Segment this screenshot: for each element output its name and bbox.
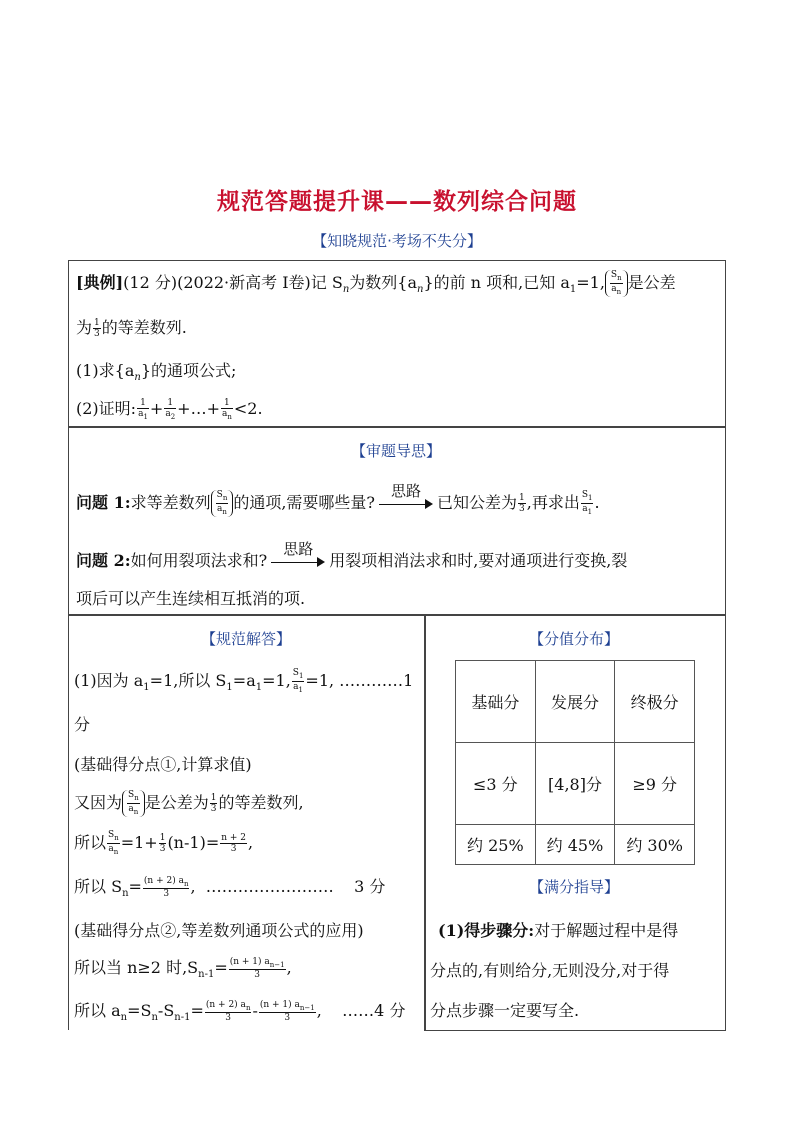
solution-line-6: 所以 $S_n=$ $\frac{(n + 2) a_n}{3}$ , …………………… 3 分 bbox=[74, 875, 386, 900]
guide-line-1: (1)得步骤分:对于解题过程中是得 bbox=[438, 921, 679, 940]
solution-line-7: (基础得分点②,等差数列通项公式的应用) bbox=[74, 921, 364, 940]
reasoning-arrow-1: 思路 bbox=[379, 494, 433, 514]
guide-line-2: 分点的,有则给分,无则没分,对于得 bbox=[430, 961, 670, 980]
solution-line-2: 分 bbox=[74, 715, 91, 734]
score-cell: ≥9 分 bbox=[615, 743, 695, 825]
example-q1: (1)求$\{a_n\}$的通项公式; bbox=[76, 361, 237, 384]
score-cell: 基础分 bbox=[456, 661, 536, 743]
score-cell: 终极分 bbox=[615, 661, 695, 743]
page-title: 规范答题提升课——数列综合问题 bbox=[217, 189, 577, 215]
solution-line-8: 所以当 n≥2 时$,S_{n-1}=$ $\frac{(n + 1) a_{n-1}}{3}$ , bbox=[74, 956, 292, 981]
sn-over-an-sequence: $\frac{S_n}{a_n}$ bbox=[605, 270, 628, 297]
review-problem-1: 问题 1:求等差数列 $\frac{S_n}{a_n}$ 的通项,需要哪些量? 思路 已知公差为 $\frac{1}{3}$ ,再求出 $\frac{S_1}{a_1}$ . bbox=[76, 481, 600, 516]
review-problem-2-cont: 项后可以产生连续相互抵消的项. bbox=[76, 589, 306, 608]
example-q2: (2)证明: $\frac{1}{a_1}$ + $\frac{1}{a_2}$ +…+ $\frac{1}{a_n}$ <2. bbox=[76, 397, 263, 421]
score-header: 【分值分布】 bbox=[528, 630, 619, 648]
score-cell: [4,8]分 bbox=[535, 743, 615, 825]
score-table bbox=[455, 660, 695, 865]
example-line-1: [典例](12 分)(2022·新高考 I卷)记 $S_n$为数列$\{a_n\}$的前 n 项和,已知 $a_1=1$, $\frac{S_n}{a_n}$ 是公差 bbox=[76, 270, 676, 296]
score-cell: 发展分 bbox=[535, 661, 615, 743]
fraction-one-third: $\frac{1}{3}$ bbox=[94, 318, 100, 339]
solution-line-5: 所以 $\frac{S_n}{a_n}$ =1+ $\frac{1}{3}$ (n-1)= $\frac{n + 2}{3}$ , bbox=[74, 830, 254, 856]
guide-line-3: 分点步骤一定要写全. bbox=[430, 1001, 580, 1020]
review-problem-2: 问题 2:如何用裂项法求和? 思路 用裂项相消法求和时,要对通项进行变换,裂 bbox=[76, 539, 628, 570]
solution-line-3: (基础得分点①,计算求值) bbox=[74, 755, 252, 774]
review-header: 【审题导思】 bbox=[350, 442, 441, 460]
solution-line-1: (1)因为 $a_1=1$,所以 $S_1=a_1=1$, $\frac{S_1}{a_1}$ =1, …………1 bbox=[74, 668, 414, 694]
score-cell: 约 25% bbox=[456, 825, 536, 865]
solution-header: 【规范解答】 bbox=[200, 630, 291, 648]
score-cell: ≤3 分 bbox=[456, 743, 536, 825]
example-line-2: 为 $\frac{1}{3}$ 的等差数列. bbox=[76, 318, 187, 339]
reasoning-arrow-2: 思路 bbox=[271, 552, 325, 572]
score-cell: 约 45% bbox=[535, 825, 615, 865]
example-tag: [典例] bbox=[76, 273, 124, 292]
solution-line-4: 又因为 $\frac{S_n}{a_n}$ 是公差为 $\frac{1}{3}$ 的等差数列, bbox=[74, 790, 304, 816]
guide-header: 【满分指导】 bbox=[528, 878, 619, 896]
solution-line-9: 所以 $a_n=S_n-S_{n-1}=$ $\frac{(n + 2) a_n}{3}$ - $\frac{(n + 1) a_{n-1}}{3}$ , ……4 分 bbox=[74, 999, 406, 1024]
score-cell: 约 30% bbox=[615, 825, 695, 865]
page-subtitle: 【知晓规范·考场不失分】 bbox=[312, 232, 482, 250]
